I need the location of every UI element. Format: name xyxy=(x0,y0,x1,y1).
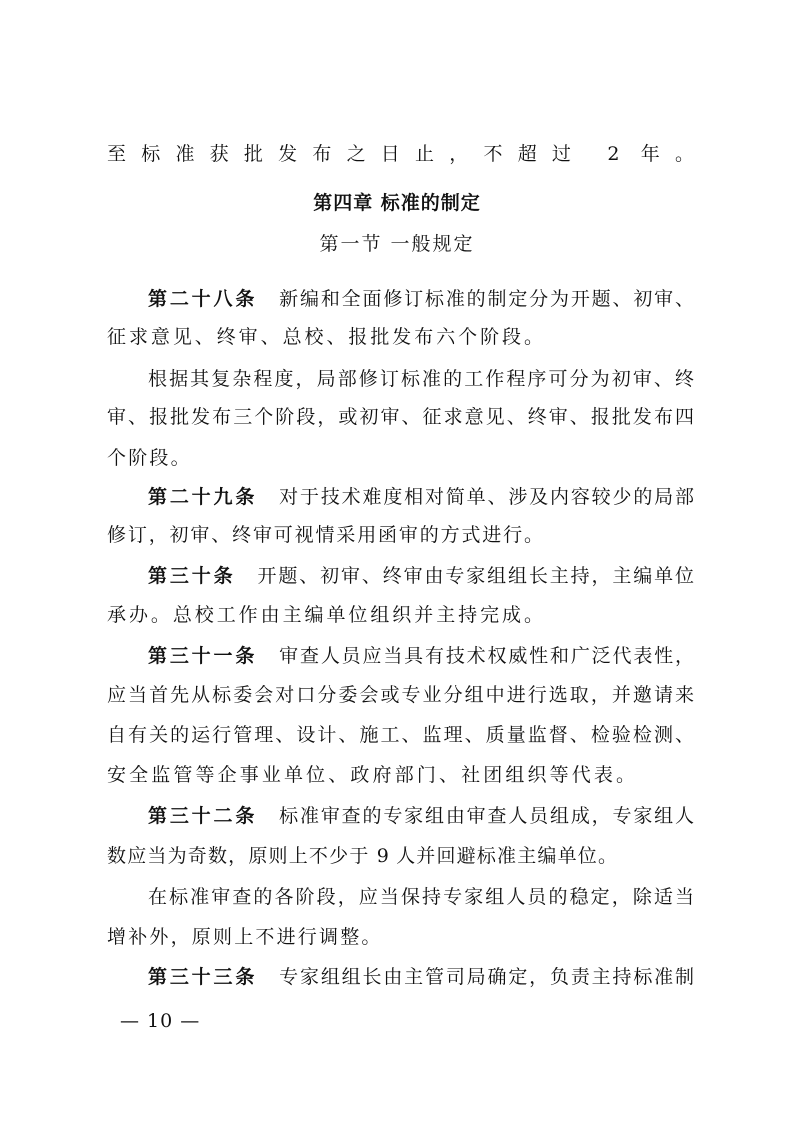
article-28-label: 第二十八条 xyxy=(148,288,258,310)
article-30-line-1: 第三十条 开题、初审、终审由专家组组长主持，主编单位 xyxy=(148,565,694,587)
article-29-label: 第二十九条 xyxy=(148,486,258,508)
article-30-label: 第三十条 xyxy=(148,565,236,587)
article-32-line-2: 数应当为奇数，原则上不少于 9 人并回避标准主编单位。 xyxy=(107,845,617,867)
article-29-line-1: 第二十九条 对于技术难度相对简单、涉及内容较少的局部 xyxy=(148,486,694,508)
article-31-line-1: 第三十一条 审查人员应当具有技术权威性和广泛代表性， xyxy=(148,645,694,667)
article-28-para2-line-3: 个阶段。 xyxy=(107,447,192,469)
article-32-para2-line-2: 增补外，原则上不进行调整。 xyxy=(107,926,383,948)
chapter-title: 第四章 标准的制定 xyxy=(313,192,481,214)
article-32-line-1: 第三十二条 标准审查的专家组由审查人员组成，专家组人 xyxy=(148,805,694,827)
section-title: 第一节 一般规定 xyxy=(319,233,475,255)
article-31-label: 第三十一条 xyxy=(148,645,258,667)
article-31-line-3: 自有关的运行管理、设计、施工、监理、质量监督、检验检测、 xyxy=(107,724,694,746)
article-28-para2-line-1: 根据其复杂程度，局部修订标准的工作程序可分为初审、终 xyxy=(148,368,694,390)
article-31-line-4: 安全监管等企事业单位、政府部门、社团组织等代表。 xyxy=(107,764,635,786)
article-33-label: 第三十三条 xyxy=(148,966,258,988)
carryover-line: 至标准获批发布之日止，不超过 2 年。 xyxy=(107,143,694,165)
article-28-line-2: 征求意见、终审、总校、报批发布六个阶段。 xyxy=(107,326,543,348)
article-28-para2-line-2: 审、报批发布三个阶段，或初审、征求意见、终审、报批发布四 xyxy=(107,406,694,428)
article-29-line-2: 修订，初审、终审可视情采用函审的方式进行。 xyxy=(107,524,543,546)
article-31-line-2: 应当首先从标委会对口分委会或专业分组中进行选取，并邀请来 xyxy=(107,684,694,706)
article-33-line-1: 第三十三条 专家组组长由主管司局确定，负责主持标准制 xyxy=(148,966,694,988)
article-32-para2-line-1: 在标准审查的各阶段，应当保持专家组人员的稳定，除适当 xyxy=(148,886,694,908)
article-32-label: 第三十二条 xyxy=(148,805,258,827)
article-28-line-1: 第二十八条 新编和全面修订标准的制定分为开题、初审、 xyxy=(148,288,694,310)
page-number: — 10 — xyxy=(120,1010,201,1032)
article-30-line-2: 承办。总校工作由主编单位组织并主持完成。 xyxy=(107,604,543,626)
